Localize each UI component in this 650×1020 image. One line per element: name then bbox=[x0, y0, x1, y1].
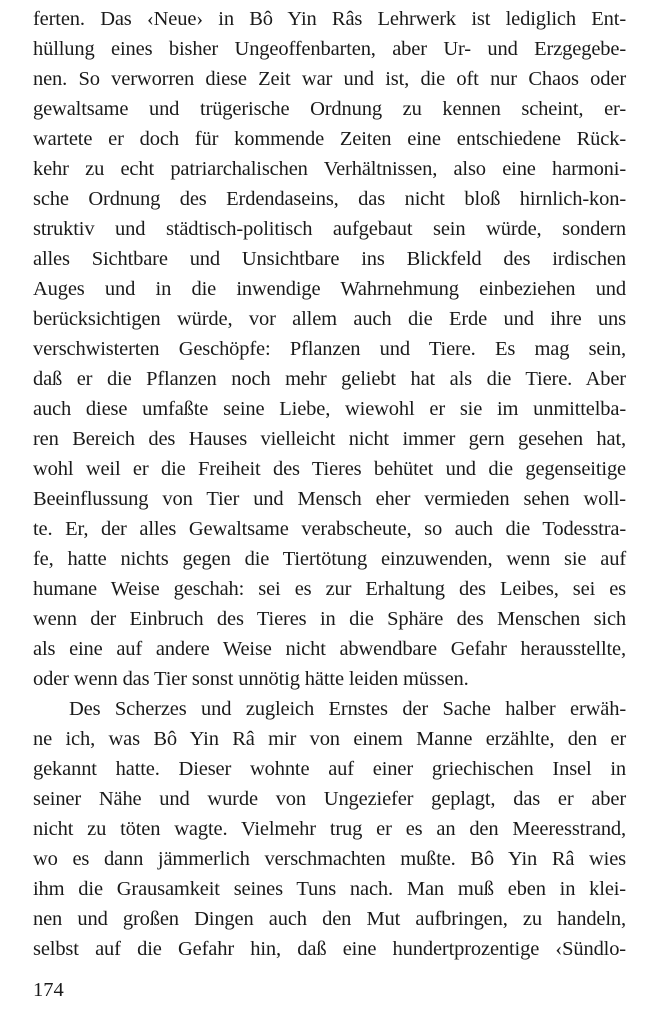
text-line: wartete er doch für kommende Zeiten eine entschiedene Rück- bbox=[33, 128, 626, 150]
text-line: ren Bereich des Hauses vielleicht nicht immer gern gesehen hat, bbox=[33, 428, 626, 450]
text-line: nen. So verworren diese Zeit war und ist, die oft nur Chaos oder bbox=[33, 68, 626, 90]
text-line: wohl weil er die Freiheit des Tieres behütet und die gegenseitige bbox=[33, 458, 626, 480]
text-line: Auges und in die inwendige Wahrnehmung einbeziehen und bbox=[33, 278, 626, 300]
text-line: struktiv und städtisch-politisch aufgebaut sein würde, sondern bbox=[33, 218, 626, 240]
text-line: ihm die Grausamkeit seines Tuns nach. Man muß eben in klei- bbox=[33, 878, 626, 900]
text-line: Beeinflussung von Tier und Mensch eher vermieden sehen woll- bbox=[33, 488, 626, 510]
text-line: als eine auf andere Weise nicht abwendbare Gefahr herausstellte, bbox=[33, 638, 626, 660]
text-line: fe, hatte nichts gegen die Tiertötung einzuwenden, wenn sie auf bbox=[33, 548, 626, 570]
text-line: wenn der Einbruch des Tieres in die Sphäre des Menschen sich bbox=[33, 608, 626, 630]
text-line: auch diese umfaßte seine Liebe, wiewohl er sie im unmittelba- bbox=[33, 398, 626, 420]
text-line: kehr zu echt patriarchalischen Verhältnissen, also eine harmoni- bbox=[33, 158, 626, 180]
paragraph-end-line: oder wenn das Tier sonst unnötig hätte leiden müssen. bbox=[33, 668, 469, 690]
text-line: gewaltsame und trügerische Ordnung zu kennen scheint, er- bbox=[33, 98, 626, 120]
text-line: alles Sichtbare und Unsichtbare ins Blickfeld des irdischen bbox=[33, 248, 626, 270]
text-line: daß er die Pflanzen noch mehr geliebt hat als die Tiere. Aber bbox=[33, 368, 626, 390]
text-line: ne ich, was Bô Yin Râ mir von einem Manne erzählte, den er bbox=[33, 728, 626, 750]
text-line: selbst auf die Gefahr hin, daß eine hundertprozentige ‹Sündlo- bbox=[33, 938, 626, 960]
text-line: ferten. Das ‹Neue› in Bô Yin Râs Lehrwerk ist lediglich Ent- bbox=[33, 8, 626, 30]
text-line: verschwisterten Geschöpfe: Pflanzen und Tiere. Es mag sein, bbox=[33, 338, 626, 360]
text-line: seiner Nähe und wurde von Ungeziefer geplagt, das er aber bbox=[33, 788, 626, 810]
page-number: 174 bbox=[33, 979, 64, 1001]
text-line: humane Weise geschah: sei es zur Erhaltung des Leibes, sei es bbox=[33, 578, 626, 600]
text-line: hüllung eines bisher Ungeoffenbarten, aber Ur- und Erzgegebe- bbox=[33, 38, 626, 60]
text-line: nen und großen Dingen auch den Mut aufbringen, zu handeln, bbox=[33, 908, 626, 930]
text-line: nicht zu töten wagte. Vielmehr trug er es an den Meeresstrand, bbox=[33, 818, 626, 840]
text-line: berücksichtigen würde, vor allem auch die Erde und ihre uns bbox=[33, 308, 626, 330]
text-line: wo es dann jämmerlich verschmachten mußte. Bô Yin Râ wies bbox=[33, 848, 626, 870]
text-line: sche Ordnung des Erdendaseins, das nicht bloß hirnlich-kon- bbox=[33, 188, 626, 210]
text-line: te. Er, der alles Gewaltsame verabscheute, so auch die Todesstra- bbox=[33, 518, 626, 540]
text-line: gekannt hatte. Dieser wohnte auf einer griechischen Insel in bbox=[33, 758, 626, 780]
paragraph-start-line: Des Scherzes und zugleich Ernstes der Sache halber erwäh- bbox=[69, 698, 626, 720]
